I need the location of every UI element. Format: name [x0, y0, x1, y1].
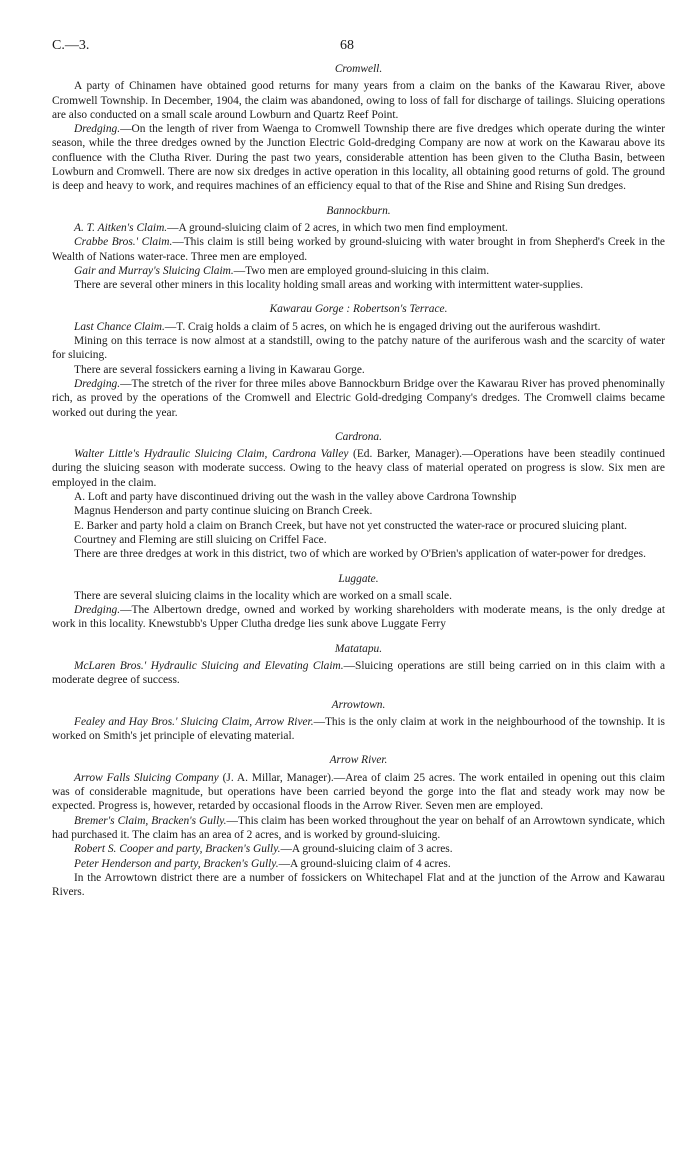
section-heading: Arrow River. [329, 754, 388, 767]
section-heading: Kawarau Gorge : Robertson's Terrace. [269, 303, 448, 316]
paragraph-text: Courtney and Fleming are still sluicing on Criffel Face. [74, 533, 327, 546]
section-heading: Cardrona. [335, 430, 382, 443]
section-heading: Luggate. [338, 572, 379, 585]
section [52, 572, 665, 632]
paragraph [52, 79, 665, 122]
page-header [0, 38, 700, 54]
paragraph [52, 490, 665, 504]
paragraph-lead: Arrow Falls Sluicing Company [74, 771, 219, 784]
document-body [52, 62, 665, 899]
paragraph-lead: Last Chance Claim. [74, 320, 165, 333]
paragraph [52, 221, 665, 235]
paragraph-text: —A ground-sluicing claim of 2 acres, in which two men find employment. [167, 221, 508, 234]
paragraph-text: There are several other miners in this locality holding small areas and working with intermittent water-supplies. [74, 279, 584, 292]
paragraph [52, 547, 665, 561]
paragraph [52, 363, 665, 377]
paragraph-lead: Peter Henderson and party, Bracken's Gully. [74, 857, 279, 870]
paragraph [52, 320, 665, 334]
paragraph-text: In the Arrowtown district there are a number of fossickers on Whitechapel Flat and at the junction of the Arrow and Kawarau Rivers. [52, 871, 665, 899]
section-heading: Matatapu. [334, 642, 383, 655]
paragraph-lead: Bremer's Claim, Bracken's Gully. [74, 814, 227, 827]
section [52, 204, 665, 293]
paragraph-text: —This is the only claim at work in the neighbourhood of the township. It is worked on Smith's jet principle of elevating material. [52, 715, 665, 743]
paragraph [52, 814, 665, 843]
paragraph-lead: McLaren Bros.' Hydraulic Sluicing and Elevating Claim. [74, 659, 344, 672]
paragraph-text: —A ground-sluicing claim of 4 acres. [278, 857, 451, 870]
paragraph-text: (Ed. Barker, Manager).—Operations have been steadily continued during the sluicing season with moderate success. Owing to the heavy class of material operated on progress is slow. Six men are employed in the claim. [52, 448, 665, 489]
section-heading: Arrowtown. [331, 698, 386, 711]
paragraph-text: There are several fossickers earning a living in Kawarau Gorge. [74, 363, 365, 376]
paragraph [52, 857, 665, 871]
paragraph-lead: Dredging. [74, 604, 121, 617]
paragraph-lead: A. T. Aitken's Claim. [74, 221, 168, 234]
paragraph-text: E. Barker and party hold a claim on Branch Creek, but have not yet constructed the water-race or procured sluicing plant. [74, 519, 627, 532]
paragraph [52, 447, 665, 490]
paragraph-text: —Sluicing operations are still being carried on in this claim with a moderate degree of success. [52, 659, 665, 687]
paragraph [52, 603, 665, 632]
paragraph [52, 533, 665, 547]
page-number: 68 [340, 38, 354, 53]
paragraph-text: A. Loft and party have discontinued driving out the wash in the valley above Cardrona Township [74, 491, 517, 504]
paragraph [52, 871, 665, 900]
paragraph [52, 771, 665, 814]
paragraph-lead: Gair and Murray's Sluicing Claim. [74, 264, 234, 277]
paragraph-text: There are several sluicing claims in the locality which are worked on a small scale. [74, 589, 452, 602]
paragraph [52, 504, 665, 518]
paragraph-text: —On the length of river from Waenga to Cromwell Township there are five dredges which operate during the winter season, while the three dredges owned by the Junction Electric Gold-dredging Company are now at work on the Kawarau above its confluence with the Clutha River. During the past two years, considerable attention has been given to the Clutha Basin, between Lowburn and Cromwell. There are now six dredges in active operation in this locality, all obtaining good returns of gold. The ground is deep and heavy to work, and requires machines of an efficiency equal to that of the Rise and Shine and Rising Sun dredges. [52, 123, 665, 193]
paragraph-text: —Two men are employed ground-sluicing in this claim. [233, 264, 490, 277]
paragraph [52, 334, 665, 363]
section [52, 302, 665, 419]
paragraph-text: —This claim is still being worked by ground-sluicing with water brought in from Shepherd's Creek in the Wealth of Nations water-race. Three men are employed. [52, 236, 665, 263]
paragraph-lead: Fealey and Hay Bros.' Sluicing Claim, Arrow River. [74, 715, 314, 728]
paragraph [52, 278, 665, 292]
paragraph [52, 715, 665, 744]
paragraph [52, 519, 665, 533]
section [52, 642, 665, 688]
paragraph-text: There are three dredges at work in this district, two of which are worked by O'Brien's application of water-power for dredges. [74, 548, 646, 561]
paragraph-lead: Crabbe Bros.' Claim. [74, 236, 173, 249]
section-heading: Cromwell. [334, 63, 383, 75]
paragraph [52, 264, 665, 278]
paragraph [52, 659, 665, 688]
paragraph [52, 842, 665, 856]
section [52, 430, 665, 562]
paragraph-lead: Walter Little's Hydraulic Sluicing Claim, Cardrona Valley [74, 448, 349, 461]
paragraph-text: —T. Craig holds a claim of 5 acres, on which he is engaged driving out the auriferous washdirt. [164, 320, 601, 333]
section [52, 698, 665, 744]
paragraph [52, 235, 665, 264]
report-code: C.—3. [52, 38, 90, 53]
paragraph-lead: Dredging. [74, 377, 121, 390]
paragraph-text: A party of Chinamen have obtained good returns for many years from a claim on the banks of the Kawarau River, above Cromwell Township. In December, 1904, the claim was abandoned, owing to loss of fall for discharge of tailings. Sluicing operations are also conducted on a small scale around Lowburn and Quartz Reef Point. [52, 80, 665, 121]
paragraph-text: Mining on this terrace is now almost at a standstill, owing to the patchy nature of the auriferous wash and the scarcity of water for sluicing. [52, 335, 665, 362]
paragraph [52, 122, 665, 193]
paragraph-lead: Robert S. Cooper and party, Bracken's Gully. [74, 843, 281, 856]
paragraph [52, 589, 665, 603]
section [52, 753, 665, 899]
paragraph-text: —A ground-sluicing claim of 3 acres. [280, 843, 453, 856]
paragraph-lead: Dredging. [74, 123, 121, 136]
section [52, 62, 665, 194]
paragraph-text: —This claim has been worked throughout the year on behalf of an Arrowtown syndicate, which had purchased it. The claim has an area of 2 acres, and is worked by ground-sluicing. [52, 814, 665, 841]
section-heading: Bannockburn. [326, 204, 391, 217]
paragraph-text: —The Albertown dredge, owned and worked by working shareholders with moderate means, is the only dredge at work in this locality. Knewstubb's Upper Clutha dredge lies sunk above Luggate Ferry [52, 604, 665, 631]
paragraph-text: (J. A. Millar, Manager).—Area of claim 25 acres. The work entailed in opening out this claim was of considerable magnitude, but operations have been carried beyond the gorge into the flat and steady work may now be expected. Progress is, however, retarded by occasional floods in the Arrow River. Seven men are employed. [52, 771, 665, 813]
paragraph [52, 377, 665, 420]
paragraph-text: Magnus Henderson and party continue sluicing on Branch Creek. [74, 505, 373, 518]
paragraph-text: —The stretch of the river for three miles above Bannockburn Bridge over the Kawarau River has proved phenominally rich, as proved by the operations of the Cromwell and Electric Gold-dredging Company's dredges. The Cromwell claims became worked out during the year. [52, 377, 665, 419]
